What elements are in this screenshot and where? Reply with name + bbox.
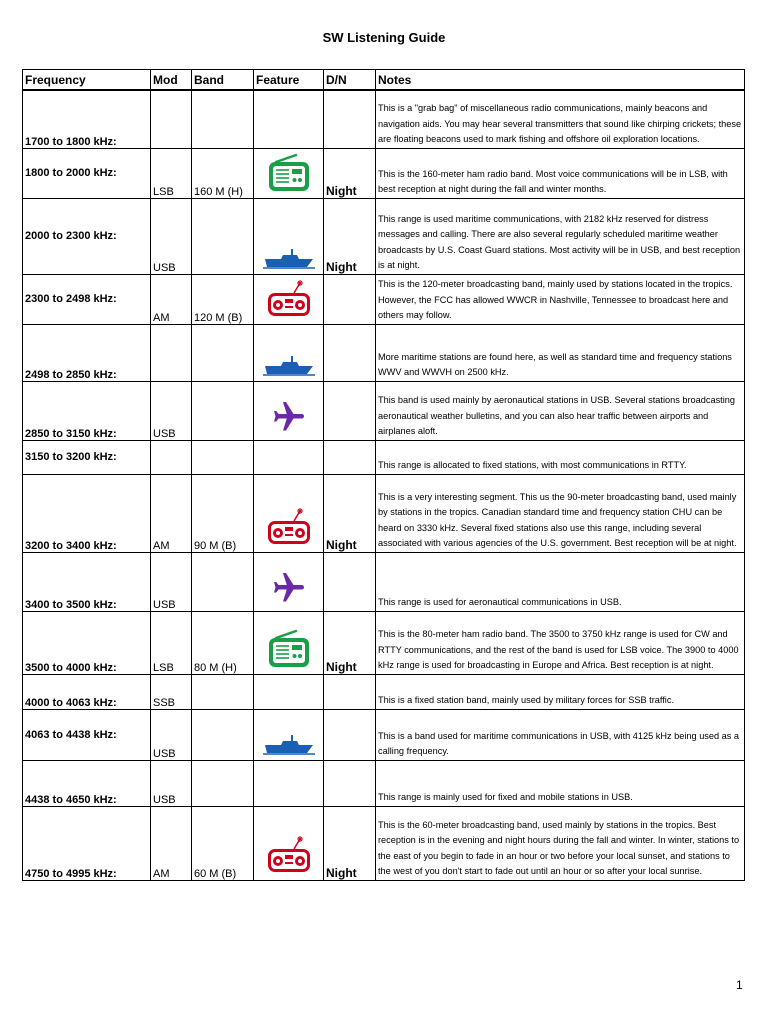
feature-cell: [254, 674, 324, 709]
header-feature: Feature: [254, 70, 324, 91]
header-band: Band: [192, 70, 254, 91]
day-night-cell: [324, 552, 376, 611]
feature-cell: [254, 709, 324, 760]
table-row: [23, 440, 745, 474]
table-row: [23, 709, 745, 760]
band-cell: [192, 198, 254, 274]
day-night-cell: [324, 440, 376, 474]
band-cell: [192, 324, 254, 381]
frequency-cell: 3200 to 3400 kHz:: [23, 474, 151, 552]
boombox-icon: [266, 507, 312, 552]
mod-cell: [151, 324, 192, 381]
mod-cell: [151, 440, 192, 474]
band-cell: [192, 381, 254, 440]
frequency-cell: 3150 to 3200 kHz:: [23, 440, 151, 474]
feature-cell: [254, 760, 324, 806]
mod-cell: AM: [151, 806, 192, 880]
ship-icon: [263, 354, 315, 381]
band-cell: [192, 90, 254, 148]
day-night-cell: [324, 381, 376, 440]
feature-cell: [254, 324, 324, 381]
notes-cell: This is a "grab bag" of miscellaneous radio communications, mainly beacons and navigation aids. You may hear several transmitters that sound like chirping crickets; these are floating beacons used to mark fishing and offshore oil exploration locations.: [376, 90, 745, 148]
table-row: [23, 148, 745, 198]
header-mod: Mod: [151, 70, 192, 91]
ship-icon: [263, 733, 315, 760]
notes-cell: This is the 120-meter broadcasting band, mainly used by stations located in the tropics. However, the FCC has allowed WWCR in Nashville, Tennessee to broadcast here and others may follow.: [376, 274, 745, 324]
frequency-cell: 4750 to 4995 kHz:: [23, 806, 151, 880]
feature-cell: [254, 806, 324, 880]
mod-cell: [151, 90, 192, 148]
band-cell: 60 M (B): [192, 806, 254, 880]
band-cell: [192, 709, 254, 760]
feature-cell: [254, 381, 324, 440]
frequency-cell: 2000 to 2300 kHz:: [23, 198, 151, 274]
ship-icon: [263, 247, 315, 274]
frequency-cell: 3500 to 4000 kHz:: [23, 611, 151, 674]
frequency-cell: 2850 to 3150 kHz:: [23, 381, 151, 440]
header-frequency: Frequency: [23, 70, 151, 91]
notes-cell: More maritime stations are found here, as well as standard time and frequency stations WWV and WWVH on 2500 kHz.: [376, 324, 745, 381]
header-notes: Notes: [376, 70, 745, 91]
table-row: [23, 198, 745, 274]
day-night-cell: Night: [324, 611, 376, 674]
header-row: [23, 70, 745, 91]
table-row: [23, 324, 745, 381]
table-row: [23, 274, 745, 324]
day-night-cell: [324, 674, 376, 709]
table-row: [23, 806, 745, 880]
day-night-cell: [324, 760, 376, 806]
header-dn: D/N: [324, 70, 376, 91]
mod-cell: AM: [151, 274, 192, 324]
band-cell: 120 M (B): [192, 274, 254, 324]
frequency-cell: 4000 to 4063 kHz:: [23, 674, 151, 709]
page-number: 1: [736, 978, 743, 992]
ham-radio-icon: [266, 153, 312, 198]
table-row: [23, 381, 745, 440]
day-night-cell: Night: [324, 148, 376, 198]
page-title: SW Listening Guide: [322, 30, 446, 45]
feature-cell: [254, 198, 324, 274]
ham-radio-icon: [266, 629, 312, 674]
boombox-icon: [266, 279, 312, 324]
table-row: [23, 552, 745, 611]
feature-cell: [254, 148, 324, 198]
notes-cell: This is the 60-meter broadcasting band, used mainly by stations in the tropics. Best reception is in the evening and night hours during the fall and winter. In winter, stations to the east of you begin to fade in an hour or two before your local sunset, and stations to the west of you don't start to fade out until an hour or so after your local sunrise.: [376, 806, 745, 880]
notes-cell: This range is used for aeronautical communications in USB.: [376, 552, 745, 611]
day-night-cell: [324, 709, 376, 760]
table-row: [23, 90, 745, 148]
mod-cell: USB: [151, 760, 192, 806]
boombox-icon: [266, 835, 312, 880]
notes-cell: This is the 160-meter ham radio band. Most voice communications will be in LSB, with best reception at night during the fall and winter months.: [376, 148, 745, 198]
day-night-cell: [324, 274, 376, 324]
mod-cell: LSB: [151, 611, 192, 674]
day-night-cell: Night: [324, 806, 376, 880]
table-row: [23, 611, 745, 674]
feature-cell: [254, 90, 324, 148]
notes-cell: This range is used maritime communications, with 2182 kHz reserved for distress messages and calling. There are also several regularly scheduled maritime weather broadcasts by U.S. Coast Guard stations. Most activity will be in USB, and best reception is at night.: [376, 198, 745, 274]
frequency-cell: 4438 to 4650 kHz:: [23, 760, 151, 806]
notes-cell: This is a very interesting segment. This us the 90-meter broadcasting band, used mainly by stations in the tropics. Canadian standard time and frequency station CHU can be heard on 3330 kHz. Several fixed stations also use this range, including several associated with various agencies of the U.S. government. Best reception will be at night.: [376, 474, 745, 552]
feature-cell: [254, 474, 324, 552]
mod-cell: USB: [151, 198, 192, 274]
notes-cell: This is a band used for maritime communications in USB, with 4125 kHz being used as a calling frequency.: [376, 709, 745, 760]
mod-cell: LSB: [151, 148, 192, 198]
mod-cell: USB: [151, 709, 192, 760]
mod-cell: USB: [151, 381, 192, 440]
feature-cell: [254, 552, 324, 611]
frequency-cell: 4063 to 4438 kHz:: [23, 709, 151, 760]
listening-guide-table: [22, 69, 745, 881]
notes-cell: This is a fixed station band, mainly used by military forces for SSB traffic.: [376, 674, 745, 709]
notes-cell: This range is allocated to fixed stations, with most communications in RTTY.: [376, 440, 745, 474]
notes-cell: This band is used mainly by aeronautical stations in USB. Several stations broadcasting aeronautical weather bulletins, and you can also hear traffic between airports and airplanes aloft.: [376, 381, 745, 440]
notes-cell: This is the 80-meter ham radio band. The 3500 to 3750 kHz range is used for CW and RTTY communications, and the rest of the band is used for LSB voice. The 3900 to 4000 kHz range is used for broadcasting in Europe and Africa. Best reception is at night.: [376, 611, 745, 674]
table-row: [23, 674, 745, 709]
frequency-cell: 3400 to 3500 kHz:: [23, 552, 151, 611]
notes-cell: This range is mainly used for fixed and mobile stations in USB.: [376, 760, 745, 806]
band-cell: 160 M (H): [192, 148, 254, 198]
mod-cell: AM: [151, 474, 192, 552]
table-row: [23, 760, 745, 806]
frequency-cell: 1800 to 2000 kHz:: [23, 148, 151, 198]
band-cell: [192, 552, 254, 611]
mod-cell: SSB: [151, 674, 192, 709]
day-night-cell: Night: [324, 198, 376, 274]
day-night-cell: [324, 324, 376, 381]
band-cell: 90 M (B): [192, 474, 254, 552]
airplane-icon: [271, 570, 307, 611]
band-cell: 80 M (H): [192, 611, 254, 674]
feature-cell: [254, 611, 324, 674]
band-cell: [192, 440, 254, 474]
frequency-cell: 1700 to 1800 kHz:: [23, 90, 151, 148]
frequency-cell: 2498 to 2850 kHz:: [23, 324, 151, 381]
day-night-cell: [324, 90, 376, 148]
table-row: [23, 474, 745, 552]
mod-cell: USB: [151, 552, 192, 611]
airplane-icon: [271, 399, 307, 440]
feature-cell: [254, 440, 324, 474]
feature-cell: [254, 274, 324, 324]
band-cell: [192, 674, 254, 709]
day-night-cell: Night: [324, 474, 376, 552]
frequency-cell: 2300 to 2498 kHz:: [23, 274, 151, 324]
band-cell: [192, 760, 254, 806]
